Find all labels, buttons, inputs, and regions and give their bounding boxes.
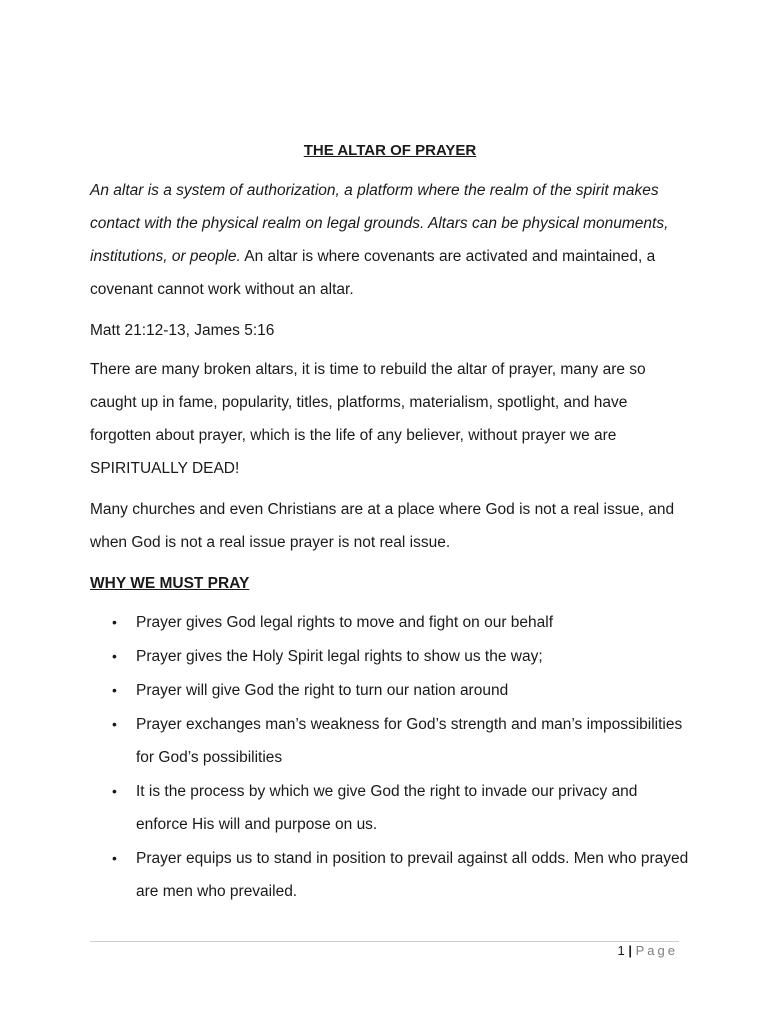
bullet-icon: • [112,783,117,799]
intro-italic-text: An altar is a system of authorization, a platform where the realm of the spirit makes contact with the physical realm on legal grounds. Altars can be physical monuments, institutions, or people. [90,182,669,265]
footer-separator: | [624,943,636,958]
bullet-icon: • [112,648,117,664]
scripture-reference: Matt 21:12-13, James 5:16 [90,322,275,339]
page-number: 1 [617,943,625,958]
paragraph-broken-altars: There are many broken altars, it is time to rebuild the altar of prayer, many are so caught up in fame, popularity, titles, platforms, materialism, spotlight, and have forgotten about prayer, which is the life of any believer, without prayer we are SPIRITUALLY DEAD! [90,361,646,477]
bullet-icon: • [112,850,117,866]
bullet-icon: • [112,614,117,630]
section-heading-why-pray: WHY WE MUST PRAY [90,575,250,592]
list-item [90,775,690,841]
document-title: THE ALTAR OF PRAYER [303,142,477,159]
page-footer [618,942,678,960]
list-item [90,708,690,774]
intro-paragraph [90,174,690,306]
list-item [90,640,690,673]
page-label: Page [635,943,678,958]
list-item [90,842,690,908]
intro-plain-text: An altar is where covenants are activated and maintained, a covenant cannot work without an altar. [90,248,656,298]
paragraph-churches: Many churches and even Christians are at a place where God is not a real issue, and when God is not a real issue prayer is not real issue. [90,501,675,551]
bullet-icon: • [112,682,117,698]
list-item-text: Prayer gives the Holy Spirit legal rights to show us the way; [136,648,543,665]
list-item-text: It is the process by which we give God the right to invade our privacy and enforce His will and purpose on us. [136,783,638,833]
list-item-text: Prayer exchanges man’s weakness for God’s strength and man’s impossibilities for God’s possibilities [136,716,683,766]
bullet-icon: • [112,716,117,732]
document-body [90,140,690,909]
list-item [90,674,690,707]
list-item-text: Prayer equips us to stand in position to prevail against all odds. Men who prayed are men who prevailed. [136,850,689,900]
footer-divider [90,941,679,942]
list-item [90,606,690,639]
list-item-text: Prayer will give God the right to turn our nation around [136,682,509,699]
list-item-text: Prayer gives God legal rights to move and fight on our behalf [136,614,554,631]
bullet-list [90,606,690,908]
